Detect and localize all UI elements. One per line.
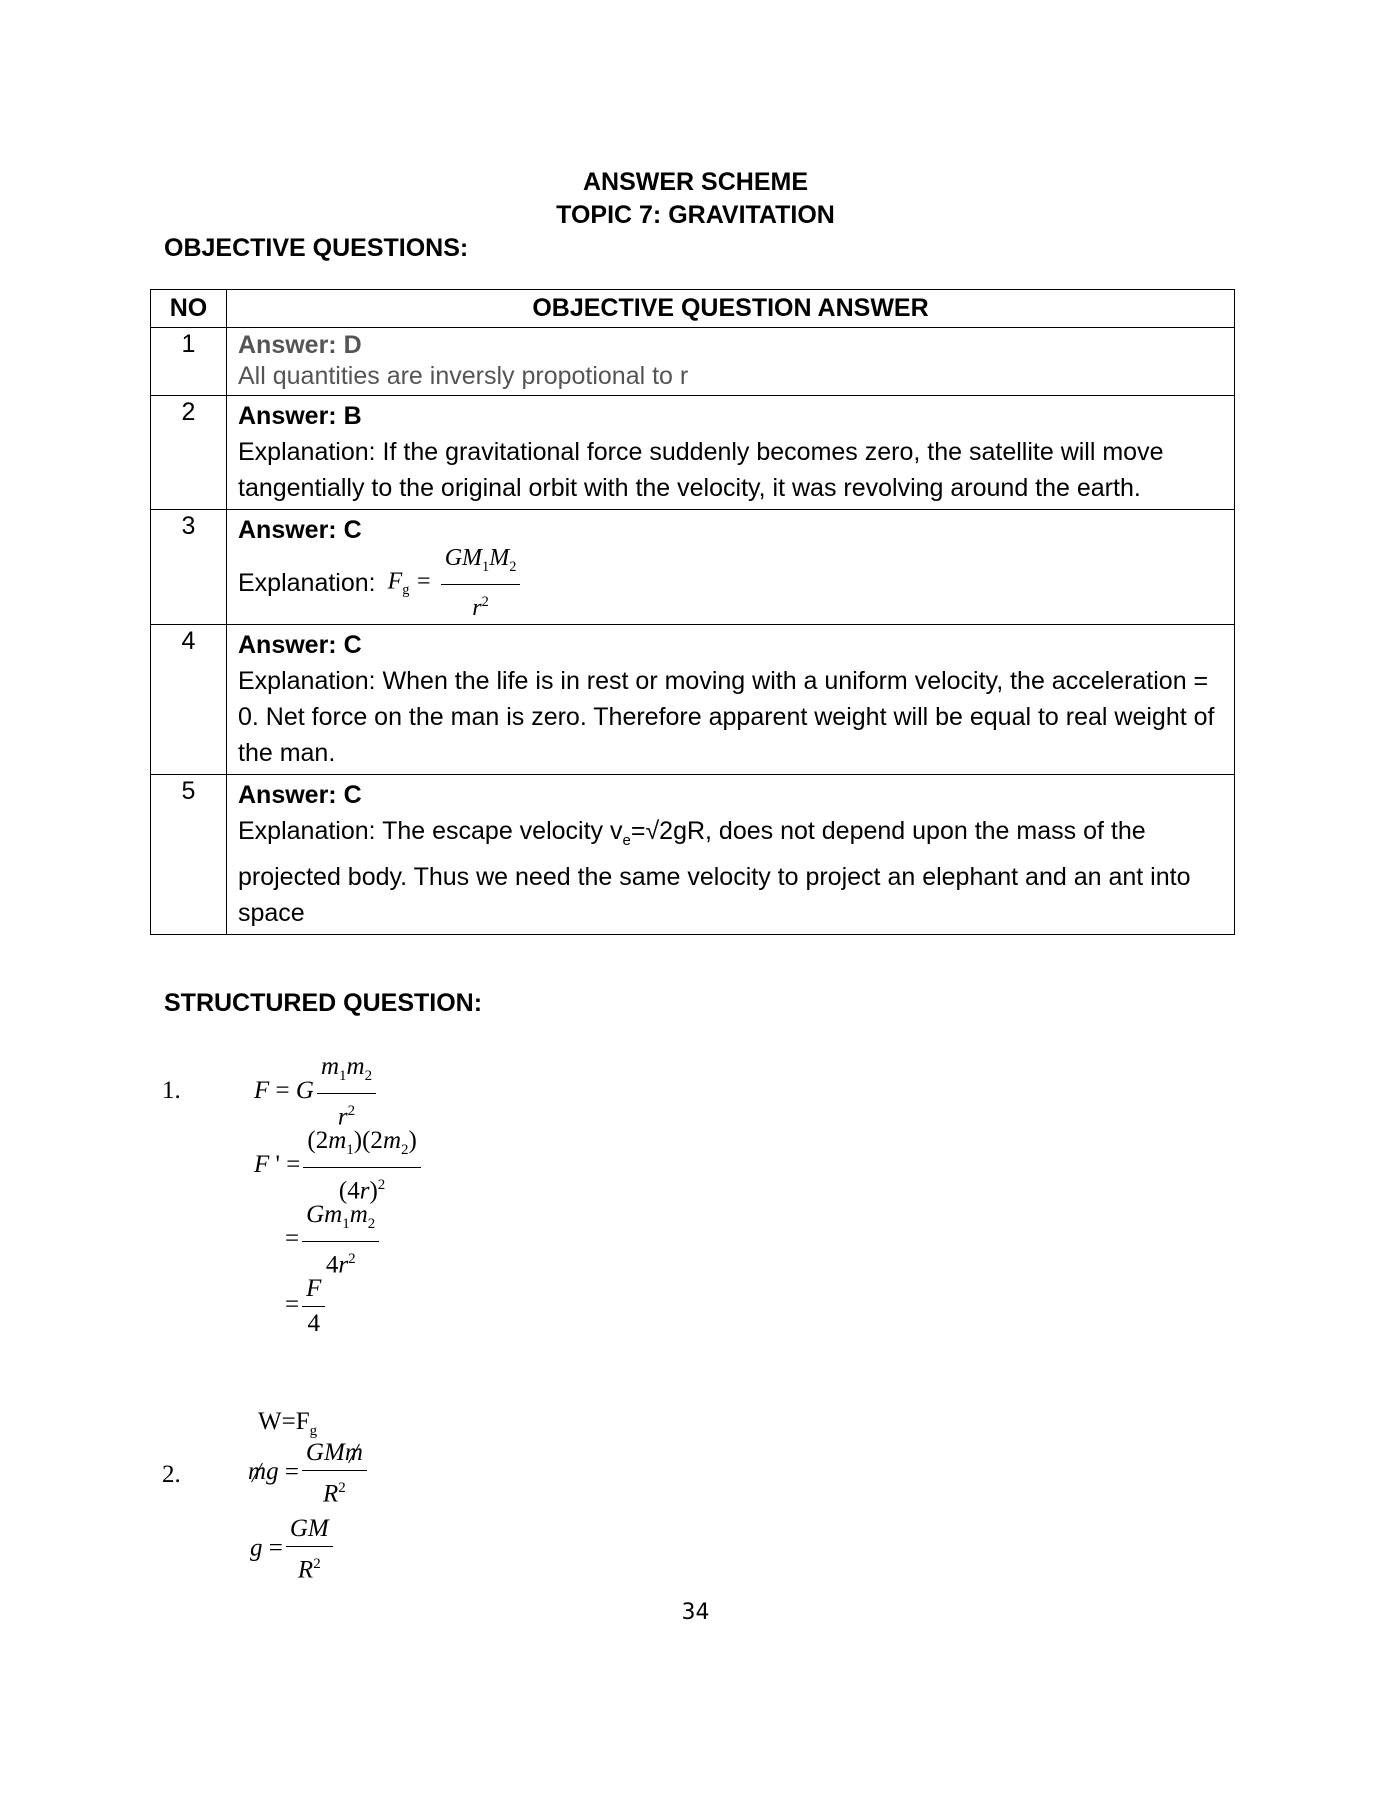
- answer-label: Answer: C: [238, 781, 362, 809]
- equation-result: = $\frac{F}{4}$: [285, 1272, 328, 1341]
- objective-heading: OBJECTIVE QUESTIONS:: [164, 234, 469, 262]
- answer-explanation: Explanation: The escape velocity $v_e=√2gR$, does not depend upon the mass of the projected body. Thus we need the same velocity to project an elephant and an ant into space: [238, 817, 1191, 927]
- row-number: 5: [151, 775, 227, 935]
- equation-new-force: F ' = $\frac{(2m_1)(2m_2)}{(4r)^2}$: [254, 1124, 424, 1208]
- answer-label: Answer: C: [238, 516, 362, 544]
- answer-explanation: All quantities are inversly propotional to r: [238, 362, 689, 390]
- answer-explanation: [238, 545, 1224, 621]
- column-header-no: NO: [151, 290, 227, 328]
- equation-g: g = $\frac{GM}{R^2}$: [250, 1512, 336, 1587]
- table-row: [151, 510, 1235, 625]
- equation-weight: $W=F_g$: [258, 1408, 318, 1439]
- gravitational-force-formula: $F_g$ = $\frac{GM_1M_2}{r^2}$: [388, 541, 524, 625]
- answer-cell: [227, 775, 1235, 935]
- question-number: 2.: [162, 1461, 181, 1488]
- answer-cell: [227, 328, 1235, 396]
- answer-explanation: Explanation: When the life is in rest or moving with a uniform velocity, the acceleration = 0. Net force on the man is zero. Therefore apparent weight will be equal to real weight of the man.: [238, 667, 1215, 767]
- answer-explanation: Explanation: If the gravitational force suddenly becomes zero, the satellite will move tangentially to the original orbit with the velocity, it was revolving around the earth.: [238, 438, 1164, 502]
- equation-simplified: = $\frac{Gm_1m_2}{4r^2}$: [285, 1198, 382, 1282]
- explanation-label: Explanation:: [238, 569, 376, 597]
- row-number: 4: [151, 625, 227, 775]
- answer-cell: [227, 625, 1235, 775]
- table-header-row: [151, 290, 1235, 328]
- answer-cell: [227, 396, 1235, 510]
- column-header-answer: OBJECTIVE QUESTION ANSWER: [227, 290, 1235, 328]
- answer-label: Answer: D: [238, 331, 362, 359]
- table-row: [151, 328, 1235, 396]
- row-number: 2: [151, 396, 227, 510]
- row-number: 1: [151, 328, 227, 396]
- structured-heading: STRUCTURED QUESTION:: [164, 989, 483, 1017]
- row-number: 3: [151, 510, 227, 625]
- question-number: 1.: [162, 1077, 181, 1104]
- answer-label: Answer: B: [238, 402, 362, 430]
- page-title: ANSWER SCHEME: [582, 168, 808, 196]
- table-row: [151, 775, 1235, 935]
- equation-mg: mg = $\frac{\text{GMm}}{R^2}$: [248, 1436, 370, 1511]
- answer-cell: [227, 510, 1235, 625]
- equation-newton-law: F = G $\frac{m_1m_2}{r^2}$: [254, 1050, 379, 1134]
- table-row: [151, 625, 1235, 775]
- answer-label: Answer: C: [238, 631, 362, 659]
- page-number: 34: [681, 1600, 710, 1625]
- table-row: [151, 396, 1235, 510]
- answer-table: [150, 289, 1235, 935]
- page-subtitle: TOPIC 7: GRAVITATION: [556, 201, 835, 229]
